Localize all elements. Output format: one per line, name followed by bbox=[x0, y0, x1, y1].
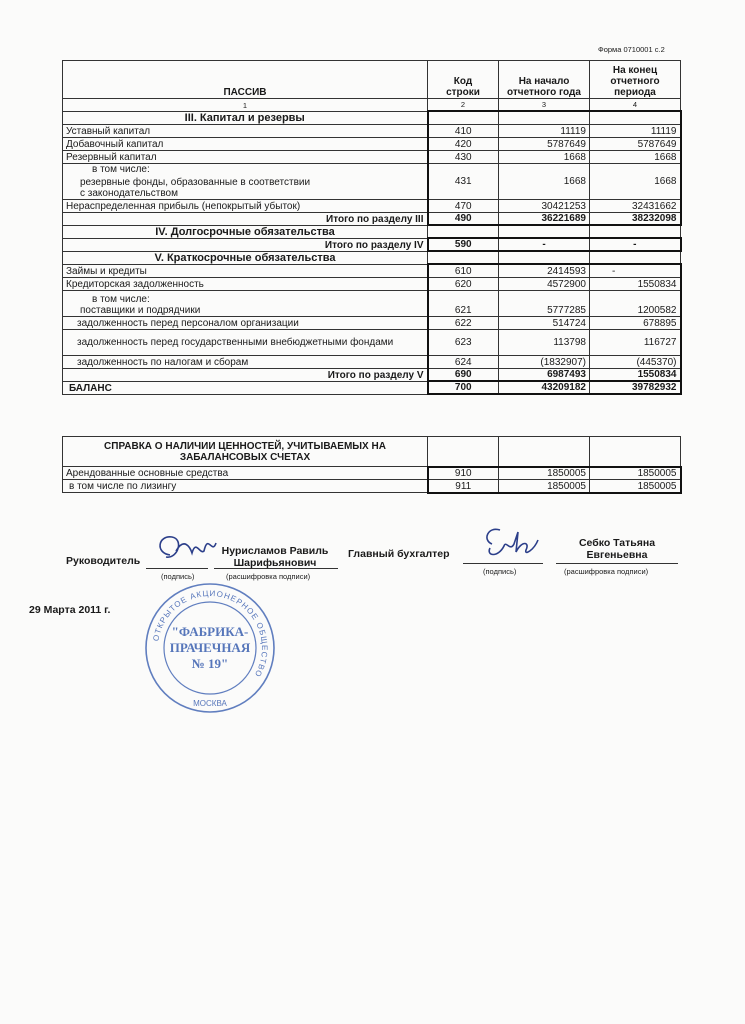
chief-accountant-label: Главный бухгалтер bbox=[348, 548, 450, 560]
header-end: На конец отчетного периода bbox=[590, 61, 681, 99]
section-3-title-row bbox=[63, 111, 681, 124]
stamp-line-2: ПРАЧЕЧНАЯ bbox=[169, 640, 251, 655]
off-balance-title: СПРАВКА О НАЛИЧИИ ЦЕННОСТЕЙ, УЧИТЫВАЕМЫХ НА ЗАБАЛАНСОВЫХ СЧЕТАХ bbox=[63, 437, 428, 467]
table-row: в том числе: поставщики и подрядчики 621 5777285 1200582 bbox=[63, 290, 681, 316]
table-row: задолженность перед государственными внебюджетными фондами 623 113798 116727 bbox=[63, 329, 681, 355]
table-row: Уставный капитал 410 11119 11119 bbox=[63, 124, 681, 137]
head-decode-line bbox=[214, 568, 338, 569]
chief-decode-caption: (расшифровка подписи) bbox=[564, 567, 649, 576]
chief-sign-line bbox=[463, 563, 543, 564]
head-label: Руководитель bbox=[66, 555, 141, 567]
chief-decode-line bbox=[556, 563, 678, 564]
table-row: Итого по разделу IV 590 - - bbox=[63, 238, 681, 251]
header-liabilities: ПАССИВ bbox=[63, 61, 428, 99]
off-balance-table bbox=[62, 436, 682, 494]
table-row: Нераспределенная прибыль (непокрытый убыток) 470 30421253 32431662 bbox=[63, 199, 681, 212]
stamp-line-3: № 19" bbox=[191, 656, 229, 671]
section-3-title: III. Капитал и резервы bbox=[63, 111, 428, 124]
balance-liabilities-table bbox=[62, 60, 682, 395]
head-sign-caption: (подпись) bbox=[161, 572, 195, 581]
stamp-line-1: "ФАБРИКА- bbox=[171, 624, 249, 639]
table-row: Итого по разделу V 690 6987493 1550834 bbox=[63, 368, 681, 381]
table-row: Арендованные основные средства 910 1850005 1850005 bbox=[63, 467, 681, 480]
column-numbers-row: 1 2 3 4 bbox=[63, 99, 681, 112]
head-signature-scribble bbox=[150, 525, 220, 575]
balance-total-row: БАЛАНС 700 43209182 39782932 bbox=[63, 381, 681, 394]
stamp-city: МОСКВА bbox=[193, 699, 227, 708]
section-5-title: V. Краткосрочные обязательства bbox=[63, 251, 428, 264]
header-start: На начало отчетного года bbox=[499, 61, 590, 99]
table-row: задолженность по налогам и сборам 624 (1832907) (445370) bbox=[63, 355, 681, 368]
table-row: Займы и кредиты 610 2414593 - bbox=[63, 264, 681, 277]
chief-signature-scribble bbox=[478, 522, 548, 562]
table-header-row bbox=[63, 61, 681, 99]
section-4-title: IV. Долгосрочные обязательства bbox=[63, 225, 428, 238]
table-row: в том числе по лизингу 911 1850005 1850005 bbox=[63, 480, 681, 493]
signing-date: 29 Марта 2011 г. bbox=[29, 604, 111, 616]
table-row: Добавочный капитал 420 5787649 5787649 bbox=[63, 137, 681, 150]
table-row: Кредиторская задолженность 620 4572900 1550834 bbox=[63, 277, 681, 290]
table-row: Итого по разделу III 490 36221689 38232098 bbox=[63, 212, 681, 225]
table-row: задолженность перед персоналом организации 622 514724 678895 bbox=[63, 316, 681, 329]
company-seal-stamp bbox=[140, 578, 280, 718]
section-4-title-row bbox=[63, 225, 681, 238]
head-name: Нурисламов Равиль Шарифьянович bbox=[221, 545, 329, 569]
chief-name: Себко Татьяна Евгеньевна bbox=[578, 537, 656, 561]
section-5-title-row bbox=[63, 251, 681, 264]
form-code: Форма 0710001 с.2 bbox=[598, 45, 665, 54]
table-row: Резервный капитал 430 1668 1668 bbox=[63, 150, 681, 163]
head-decode-caption: (расшифровка подписи) bbox=[226, 572, 311, 581]
stamp-ring-text: ОТКРЫТОЕ АКЦИОНЕРНОЕ ОБЩЕСТВО bbox=[151, 588, 270, 679]
header-code: Код строки bbox=[428, 61, 499, 99]
chief-sign-caption: (подпись) bbox=[483, 567, 517, 576]
table-row: в том числе: резервные фонды, образованные в соответствии с законодательством 431 1668 1668 bbox=[63, 163, 681, 199]
